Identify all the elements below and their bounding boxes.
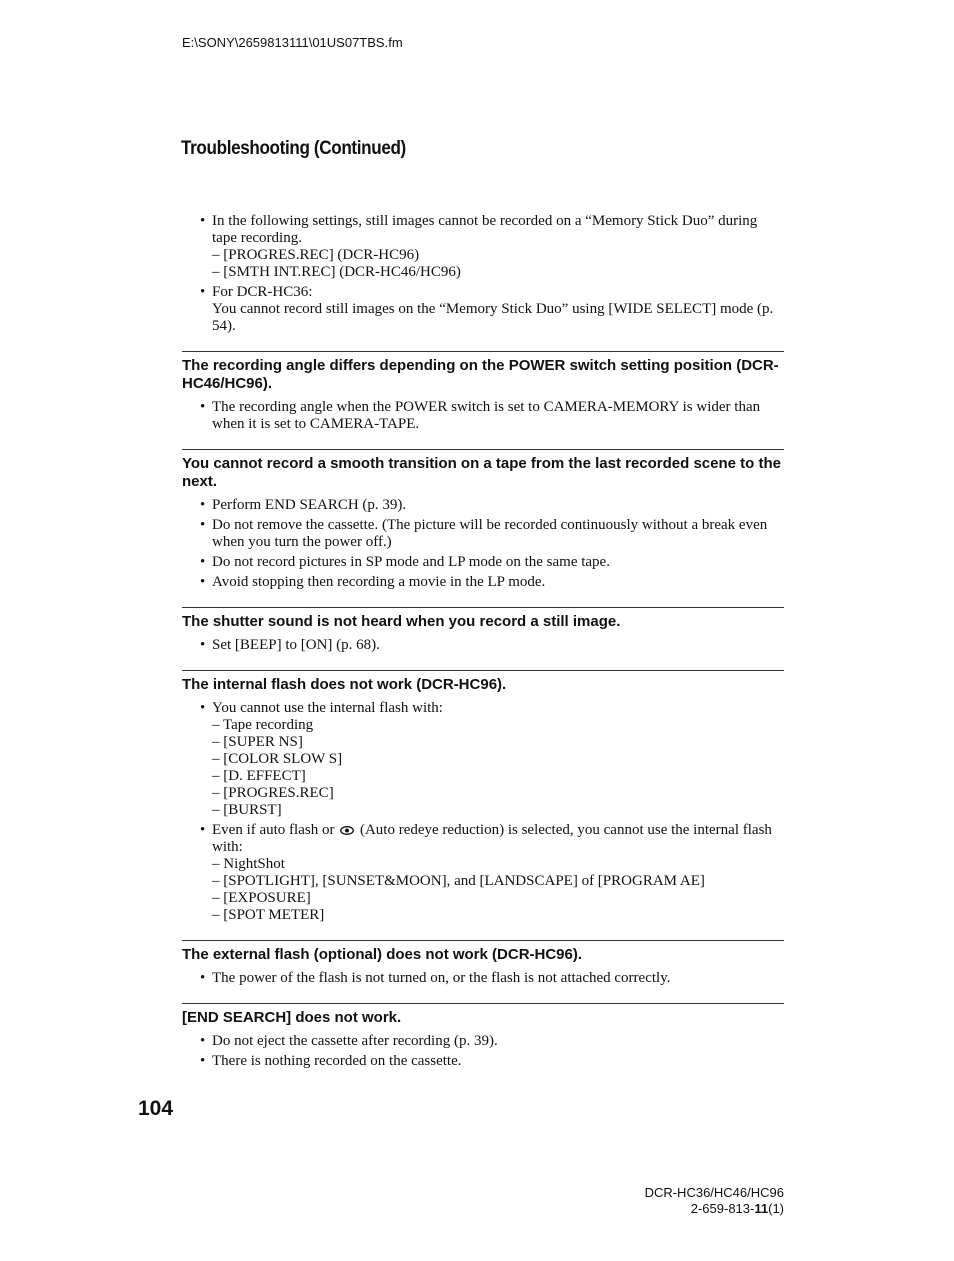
list-item xyxy=(212,213,784,281)
list-item: • The power of the flash is not turned on, or the flash is not attached correctly. xyxy=(212,970,784,987)
bullet-list xyxy=(182,637,784,654)
section-heading: The external flash (optional) does not work (DCR-HC96). xyxy=(182,946,583,963)
code-suffix: (1) xyxy=(768,1201,784,1216)
sub-item: – [PROGRES.REC] xyxy=(212,785,334,801)
sub-item: – [SPOT METER] xyxy=(212,907,325,923)
section-end-search xyxy=(182,1003,784,1070)
redeye-icon xyxy=(340,826,354,835)
bullet-text: (Auto redeye reduction) is selected, you cannot use the internal flash with: xyxy=(212,822,772,855)
intro-list xyxy=(182,213,784,335)
section-external-flash xyxy=(182,940,784,987)
footer-model: DCR-HC36/HC46/HC96 xyxy=(644,1185,784,1200)
sub-item: – [SMTH INT.REC] (DCR-HC46/HC96) xyxy=(212,264,461,280)
sub-item: – [PROGRES.REC] (DCR-HC96) xyxy=(212,247,420,263)
sub-item: – [EXPOSURE] xyxy=(212,890,311,906)
list-item: • There is nothing recorded on the cassette. xyxy=(212,1053,784,1070)
section-heading: [END SEARCH] does not work. xyxy=(182,1009,402,1026)
list-item xyxy=(212,700,784,819)
code-prefix: 2-659-813- xyxy=(690,1201,755,1216)
sub-item: You cannot record still images on the “Memory Stick Duo” using [WIDE SELECT] mode (p. 54). xyxy=(212,301,774,334)
section-heading: The recording angle differs depending on the POWER switch setting position (DCR-HC46/HC96). xyxy=(182,357,779,392)
bullet-list xyxy=(182,399,784,433)
sub-item: – [SUPER NS] xyxy=(212,734,303,750)
list-item xyxy=(212,284,784,335)
bullet-text: In the following settings, still images cannot be recorded on a “Memory Stick Duo” during tape recording. xyxy=(212,213,758,246)
list-item: • Perform END SEARCH (p. 39). xyxy=(212,497,784,514)
page-number: 104 xyxy=(138,1097,174,1120)
page-title: Troubleshooting (Continued) xyxy=(181,138,406,159)
list-item: • Set [BEEP] to [ON] (p. 68). xyxy=(212,637,784,654)
bullet-list xyxy=(182,970,784,987)
section-shutter-sound xyxy=(182,607,784,654)
list-item: • The recording angle when the POWER switch is set to CAMERA-MEMORY is wider than when it is set to CAMERA-TAPE. xyxy=(212,399,784,433)
list-item xyxy=(212,822,784,924)
sub-item: – [BURST] xyxy=(212,802,282,818)
sub-item: – Tape recording xyxy=(212,717,314,733)
section-internal-flash xyxy=(182,670,784,924)
list-item: • Avoid stopping then recording a movie in the LP mode. xyxy=(212,574,784,591)
bullet-text: For DCR-HC36: xyxy=(212,284,313,300)
page-content xyxy=(182,213,784,1073)
section-recording-angle xyxy=(182,351,784,433)
section-heading: You cannot record a smooth transition on a tape from the last recorded scene to the next. xyxy=(182,455,781,490)
sub-item: – NightShot xyxy=(212,856,285,872)
footer-code xyxy=(645,1201,784,1217)
sub-item: – [COLOR SLOW S] xyxy=(212,751,343,767)
section-smooth-transition xyxy=(182,449,784,591)
footer xyxy=(645,1185,784,1217)
sub-item: – [D. EFFECT] xyxy=(212,768,306,784)
section-heading: The internal flash does not work (DCR-HC96). xyxy=(182,676,507,693)
sub-item: – [SPOTLIGHT], [SUNSET&MOON], and [LANDSCAPE] of [PROGRAM AE] xyxy=(212,873,705,889)
list-item: • Do not remove the cassette. (The picture will be recorded continuously without a break even when you turn the power off.) xyxy=(212,517,784,551)
bullet-text: Even if auto flash or xyxy=(212,822,335,838)
bullet-list xyxy=(182,1033,784,1070)
file-path: E:\SONY\2659813111\01US07TBS.fm xyxy=(182,35,403,50)
bullet-list xyxy=(182,497,784,591)
bullet-text: You cannot use the internal flash with: xyxy=(212,700,443,716)
section-heading: The shutter sound is not heard when you record a still image. xyxy=(182,613,621,630)
bullet-list xyxy=(182,700,784,924)
list-item: • Do not record pictures in SP mode and LP mode on the same tape. xyxy=(212,554,784,571)
code-bold: 11 xyxy=(754,1201,769,1216)
list-item: • Do not eject the cassette after recording (p. 39). xyxy=(212,1033,784,1050)
